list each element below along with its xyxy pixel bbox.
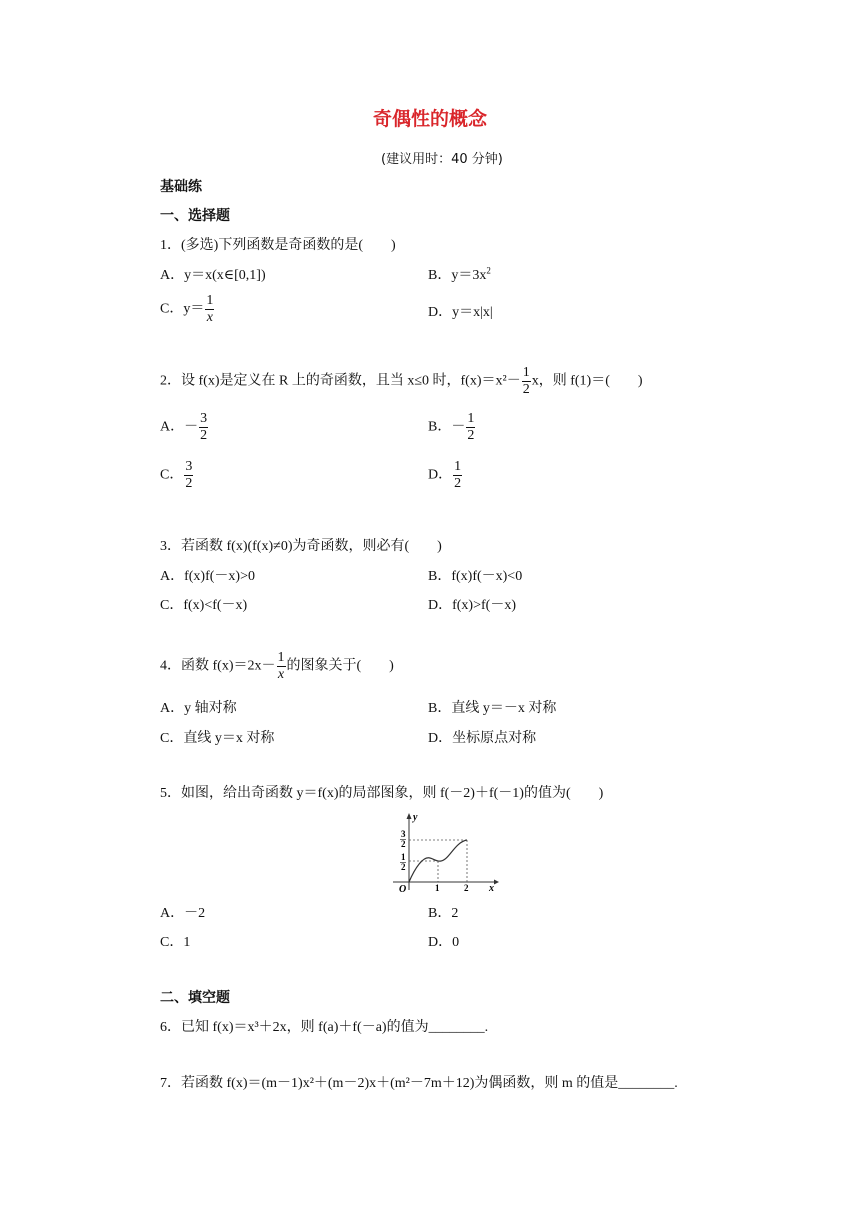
q1-option-c-prefix: C．y＝ xyxy=(160,301,205,317)
q4-option-a: A．y 轴对称 xyxy=(160,701,237,716)
fraction-denominator: 2 xyxy=(185,476,193,491)
q2-option-c-prefix: C． xyxy=(160,467,184,483)
q2-stem-part-b: x，则 f(1)＝( ) xyxy=(531,373,643,389)
q1-option-b xyxy=(428,264,491,284)
q4-option-d: D．坐标原点对称 xyxy=(428,731,537,746)
q2-option-d-prefix: D． xyxy=(428,467,453,483)
q4-stem xyxy=(160,651,394,682)
q4-option-c: C．直线 y＝x 对称 xyxy=(160,731,275,746)
q1-option-b-sup: 2 xyxy=(486,265,491,276)
q3-option-b: B．f(x)f(－x)<0 xyxy=(428,569,523,584)
q2-option-a-prefix: A．－ xyxy=(160,419,199,435)
x-axis-arrow xyxy=(494,880,499,885)
q4-stem-part-a: 4．函数 f(x)＝2x－ xyxy=(160,658,276,674)
y-axis-label: y xyxy=(413,812,418,823)
q3-option-c: C．f(x)<f(－x) xyxy=(160,598,248,613)
q6-stem: 6．已知 f(x)＝x³＋2x，则 f(a)＋f(－a)的值为________. xyxy=(160,1020,489,1035)
fraction-denominator: 2 xyxy=(454,476,462,491)
q1-option-c-fraction xyxy=(205,294,214,325)
q4-stem-fraction xyxy=(277,651,286,682)
q3-option-d: D．f(x)>f(－x) xyxy=(428,598,516,613)
fraction-denominator: x xyxy=(277,667,285,682)
q5-option-c: C．1 xyxy=(160,935,191,950)
q2-option-b-prefix: B．－ xyxy=(428,419,466,435)
q5-option-b: B．2 xyxy=(428,906,459,921)
fraction-numerator: 1 xyxy=(454,459,462,474)
q3-option-a: A．f(x)f(－x)>0 xyxy=(160,569,255,584)
q2-option-b-fraction xyxy=(466,412,475,443)
q2-stem-part-a: 2．设 f(x)是定义在 R 上的奇函数，且当 x≤0 时，f(x)＝x²－ xyxy=(160,373,521,389)
fraction-numerator: 3 xyxy=(185,459,193,474)
fraction-numerator: 1 xyxy=(277,650,285,665)
section-basic: 基础练 xyxy=(160,179,202,195)
q2-stem xyxy=(160,366,643,397)
q2-option-a xyxy=(160,412,209,443)
time-suggestion: (建议用时：40 分钟) xyxy=(381,152,503,167)
q1-option-b-text: B．y＝3x xyxy=(428,268,487,283)
q2-option-c-fraction xyxy=(184,460,193,491)
q1-stem: 1．(多选)下列函数是奇函数的是( ) xyxy=(160,238,396,253)
section-fill: 二、填空题 xyxy=(160,990,230,1006)
q2-option-b xyxy=(428,412,476,443)
y-tick-low-numerator: 1 xyxy=(401,852,406,862)
q2-stem-fraction xyxy=(522,366,531,397)
fraction-numerator: 3 xyxy=(200,411,208,426)
q4-option-b: B．直线 y＝－x 对称 xyxy=(428,701,557,716)
y-axis-arrow xyxy=(407,813,412,819)
q2-option-d-fraction xyxy=(453,460,462,491)
x-axis-label: x xyxy=(489,883,494,892)
q5-stem: 5．如图，给出奇函数 y＝f(x)的局部图象，则 f(－2)＋f(－1)的值为( ) xyxy=(160,786,604,801)
y-tick-top-denominator: 2 xyxy=(401,839,406,849)
q1-option-a: A．y＝x(x∈[0,1]) xyxy=(160,268,266,283)
fraction-numerator: 1 xyxy=(206,293,214,308)
q5-option-a: A．－2 xyxy=(160,906,206,921)
q1-option-d: D．y＝x|x| xyxy=(428,305,493,320)
fraction-denominator: 2 xyxy=(467,428,475,443)
fraction-denominator: 2 xyxy=(522,382,530,397)
section-choice: 一、选择题 xyxy=(160,208,230,224)
q3-stem: 3．若函数 f(x)(f(x)≠0)为奇函数，则必有( ) xyxy=(160,539,442,554)
origin-label: O xyxy=(399,884,407,892)
y-tick-top-numerator: 3 xyxy=(401,829,406,839)
q2-option-c xyxy=(160,460,194,491)
q7-stem: 7．若函数 f(x)＝(m－1)x²＋(m－2)x＋(m²－7m＋12)为偶函数，则 m 的值是________. xyxy=(160,1076,678,1091)
q5-option-d: D．0 xyxy=(428,935,460,950)
fraction-numerator: 1 xyxy=(467,411,475,426)
page-title: 奇偶性的概念 xyxy=(372,108,487,130)
y-tick-low-denominator: 2 xyxy=(401,862,406,872)
fraction-denominator: 2 xyxy=(200,428,208,443)
q4-stem-part-b: 的图象关于( ) xyxy=(286,658,394,674)
q2-option-d xyxy=(428,460,463,491)
x-tick-2: 2 xyxy=(464,883,469,892)
x-tick-1: 1 xyxy=(435,883,440,892)
fraction-denominator: x xyxy=(206,310,213,325)
q1-option-c xyxy=(160,294,215,325)
q2-option-a-fraction xyxy=(199,412,208,443)
fraction-numerator: 1 xyxy=(522,365,530,380)
q5-function-graph xyxy=(385,810,500,892)
